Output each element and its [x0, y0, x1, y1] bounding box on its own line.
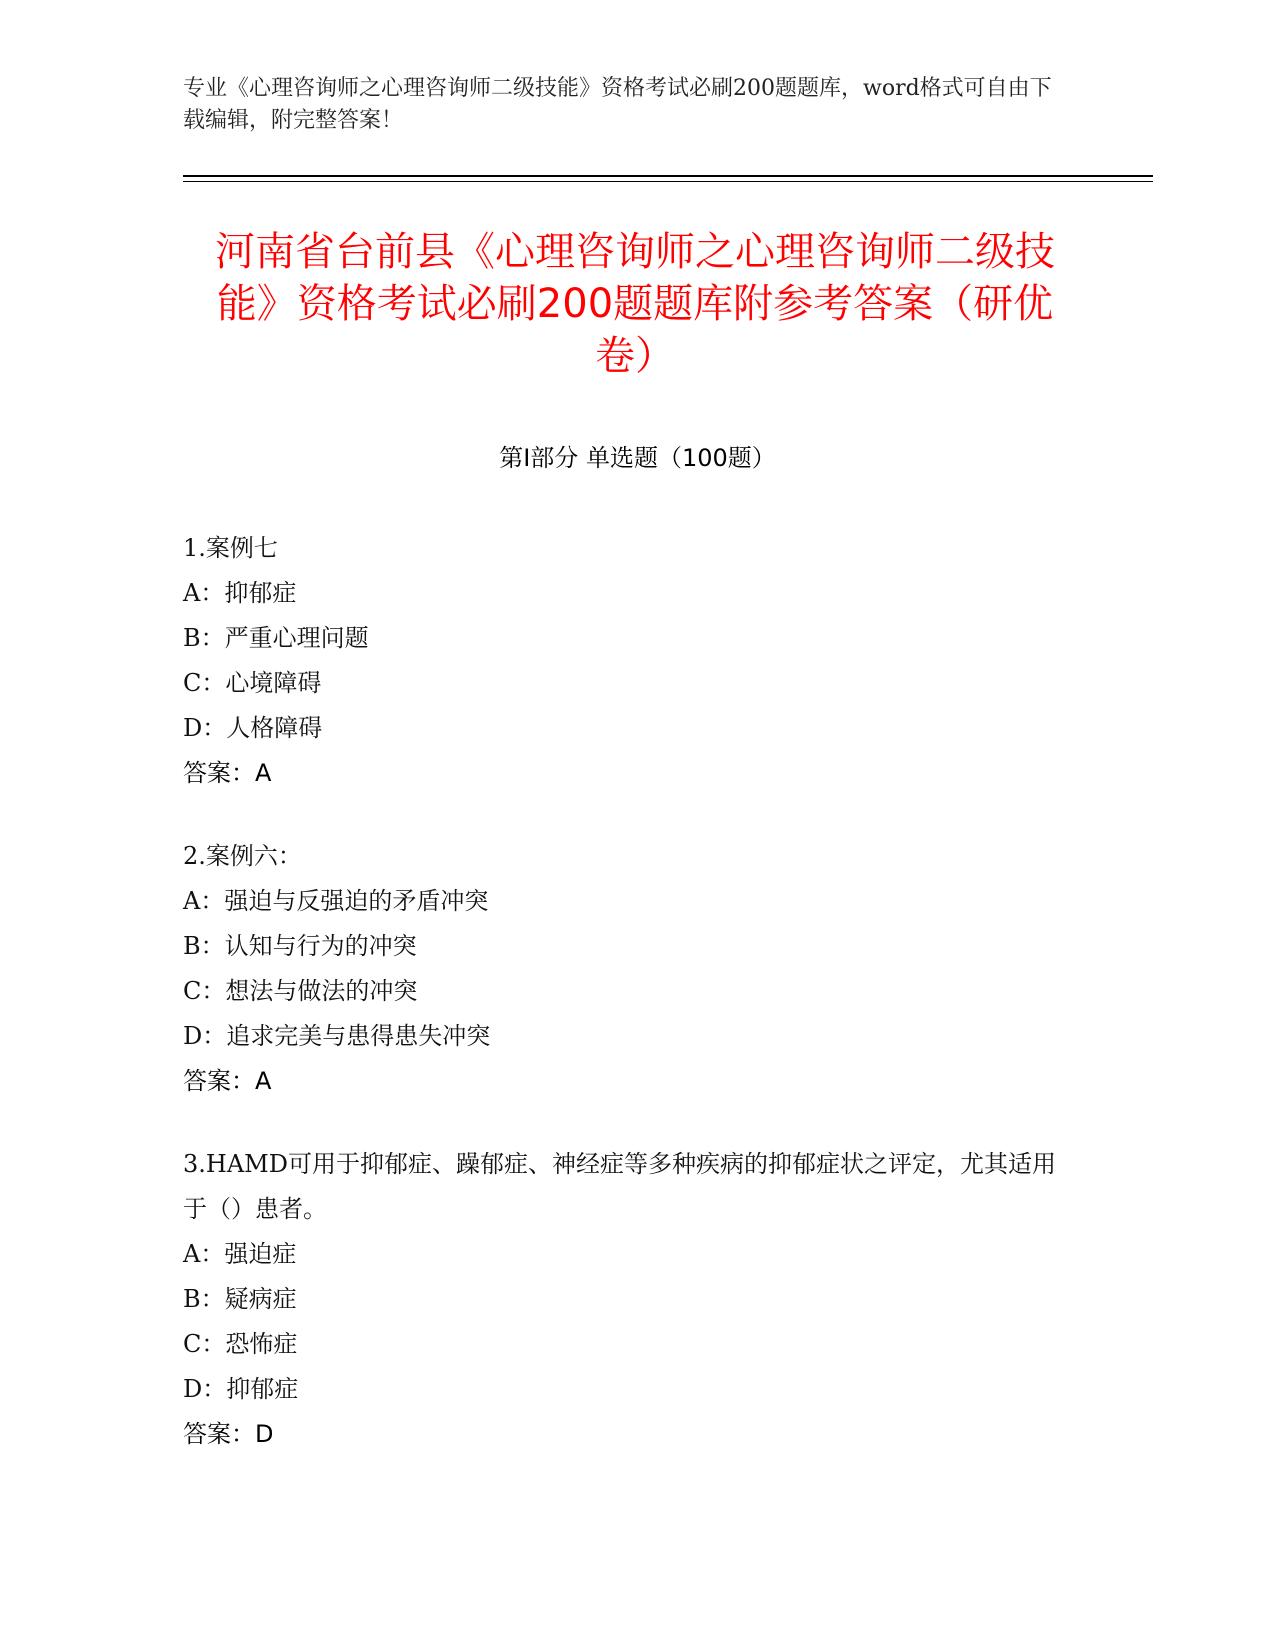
option-b: B：疑病症: [183, 1285, 297, 1313]
option-c: C：想法与做法的冲突: [183, 977, 418, 1005]
option-b: B：严重心理问题: [183, 624, 369, 652]
question-stem: 2.案例六：: [183, 842, 302, 870]
question-2: [183, 834, 1063, 1104]
section-heading: 第Ⅰ部分 单选题（100题）: [499, 444, 776, 472]
option-c: C：心境障碍: [183, 669, 322, 697]
option-c: C：恐怖症: [183, 1330, 298, 1358]
answer-line: 答案：D: [183, 1420, 274, 1448]
document-title: 河南省台前县《心理咨询师之心理咨询师二级技能》资格考试必刷200题题库附参考答案（研优卷）: [215, 229, 1055, 379]
answer-line: 答案：A: [183, 1067, 272, 1095]
question-stem: 1.案例七: [183, 534, 278, 562]
question-3: [183, 1142, 1063, 1457]
header-divider-thin: [183, 181, 1153, 182]
question-1: [183, 526, 1063, 796]
question-list: [183, 526, 1063, 1495]
header-note: 专业《心理咨询师之心理咨询师二级技能》资格考试必刷200题题库，word格式可自由下载编辑，附完整答案！: [183, 76, 1052, 133]
answer-line: 答案：A: [183, 759, 272, 787]
option-a: A：强迫症: [183, 1240, 297, 1268]
option-a: A：抑郁症: [183, 579, 297, 607]
question-stem: 3.HAMD可用于抑郁症、躁郁症、神经症等多种疾病的抑郁症状之评定，尤其适用于（）患者。: [183, 1150, 1056, 1223]
option-d: D：人格障碍: [183, 714, 323, 742]
option-d: D：抑郁症: [183, 1375, 299, 1403]
option-b: B：认知与行为的冲突: [183, 932, 417, 960]
option-a: A：强迫与反强迫的矛盾冲突: [183, 887, 489, 915]
header-divider-thick: [183, 175, 1153, 177]
option-d: D：追求完美与患得患失冲突: [183, 1022, 491, 1050]
